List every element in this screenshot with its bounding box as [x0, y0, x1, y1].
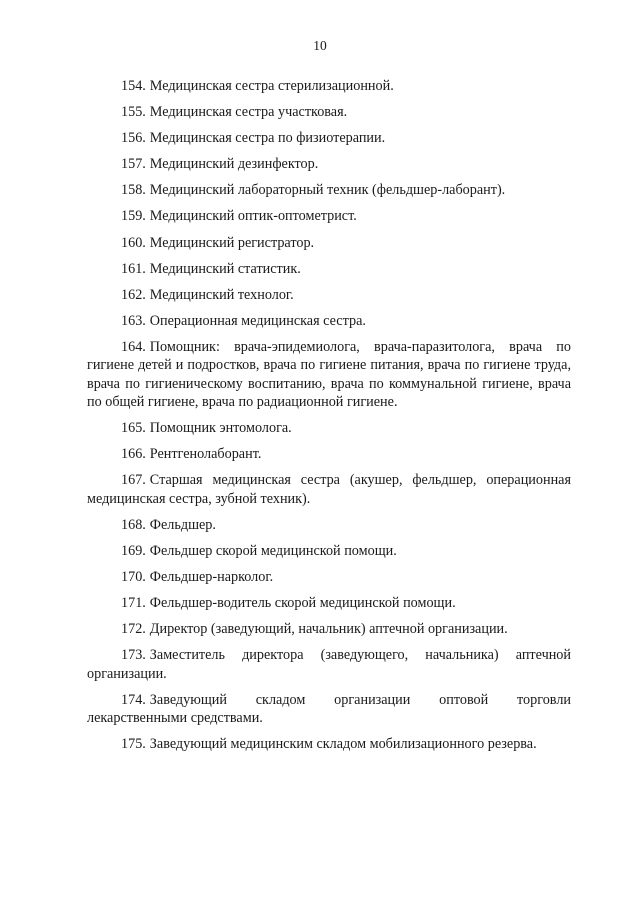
list-item	[87, 286, 571, 304]
item-text: Фельдшер-водитель скорой медицинской помощи.	[149, 595, 456, 612]
list-item	[87, 568, 571, 586]
item-text: Медицинский оптик-оптометрист.	[149, 208, 357, 225]
item-text: Директор (заведующий, начальник) аптечной организации.	[149, 621, 508, 638]
list-item	[87, 691, 571, 728]
item-text: Медицинский технолог.	[149, 286, 294, 303]
item-text: Фельдшер.	[149, 516, 216, 533]
list-item	[87, 646, 571, 683]
item-number: 157.	[121, 156, 146, 173]
item-text: Рентгенолаборант.	[149, 446, 262, 463]
list-item	[87, 260, 571, 278]
item-number: 174.	[121, 691, 146, 708]
item-number: 155.	[121, 104, 146, 121]
item-number: 171.	[121, 595, 146, 612]
item-text: Заведующий складом организации оптовой торговли лекарственными средствами.	[87, 691, 571, 727]
item-number: 172.	[121, 621, 146, 638]
item-number: 159.	[121, 208, 146, 225]
item-number: 168.	[121, 516, 146, 533]
item-text: Помощник: врача-эпидемиолога, врача-паразитолога, врача по гигиене детей и подростков, врача по гигиене питания, врача по гигиене труда, врача по гигиеническому воспитанию, врача по коммунальной гигиене, врача по общей гигиене, врача по радиационной гигиене.	[87, 338, 571, 411]
item-text: Медицинский лабораторный техник (фельдшер-лаборант).	[149, 182, 506, 199]
item-number: 160.	[121, 234, 146, 251]
list-item	[87, 207, 571, 225]
list-item	[87, 129, 571, 147]
item-text: Фельдшер-нарколог.	[149, 569, 274, 586]
item-number: 158.	[121, 182, 146, 199]
list-item	[87, 419, 571, 437]
list-item	[87, 445, 571, 463]
item-text: Медицинская сестра стерилизационной.	[149, 78, 394, 94]
item-number: 161.	[121, 260, 146, 277]
list-item	[87, 312, 571, 330]
item-number: 173.	[121, 647, 146, 664]
item-number: 170.	[121, 569, 146, 586]
list-item	[87, 77, 571, 95]
item-text: Медицинский регистратор.	[149, 234, 315, 251]
item-number: 167.	[121, 472, 146, 489]
list-item	[87, 234, 571, 252]
item-text: Фельдшер скорой медицинской помощи.	[149, 543, 397, 560]
item-number: 163.	[121, 312, 146, 329]
item-number: 169.	[121, 543, 146, 560]
item-text: Медицинская сестра участковая.	[149, 104, 348, 121]
item-number: 164.	[121, 338, 146, 355]
item-text: Старшая медицинская сестра (акушер, фельдшер, операционная медицинская сестра, зубной техник).	[87, 472, 571, 507]
item-text: Медицинская сестра по физиотерапии.	[149, 130, 386, 147]
list-item	[87, 181, 571, 199]
item-number: 156.	[121, 130, 146, 147]
list-item	[87, 620, 571, 638]
item-number: 175.	[121, 736, 146, 753]
item-number: 154.	[121, 78, 146, 94]
list-item	[87, 735, 571, 753]
list-item	[87, 516, 571, 534]
list-item	[87, 155, 571, 173]
position-list	[87, 77, 571, 762]
item-text: Помощник энтомолога.	[149, 420, 292, 437]
item-number: 166.	[121, 446, 146, 463]
item-text: Медицинский статистик.	[149, 260, 301, 277]
item-text: Медицинский дезинфектор.	[149, 156, 319, 173]
list-item	[87, 471, 571, 508]
list-item	[87, 103, 571, 121]
item-text: Заместитель директора (заведующего, начальника) аптечной организации.	[87, 647, 571, 682]
list-item	[87, 594, 571, 612]
page-number: 10	[313, 38, 327, 53]
item-text: Операционная медицинская сестра.	[149, 312, 366, 329]
item-text: Заведующий медицинским складом мобилизационного резерва.	[149, 736, 537, 753]
item-number: 162.	[121, 286, 146, 303]
list-item	[87, 542, 571, 560]
list-item	[87, 338, 571, 412]
item-number: 165.	[121, 420, 146, 437]
